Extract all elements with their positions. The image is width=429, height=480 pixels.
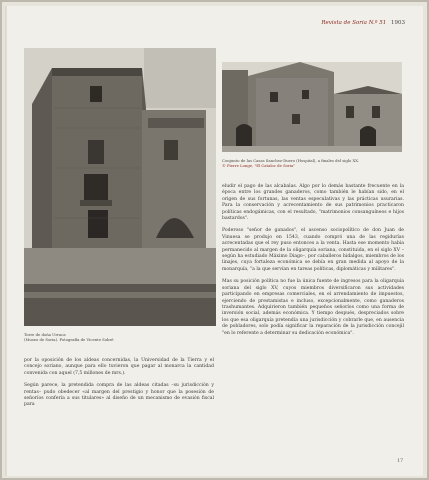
caption-right — [222, 158, 404, 168]
right-paragraph-1: eludir el pago de las alcabalas. Algo por lo demás bastante frecuente en la época entre los grandes ganaderos, como también le habían sido, en el origen de sus fortunas, las ventas especulativas y las prácticas usurarias. Para la conservación y acrecentamiento de sus patrimonios practicaron políticas endogámicas, con el resultado, "matrimonios consanguíneos e hijos bastardos". — [222, 184, 404, 222]
right-paragraph-2: Poderoso "señor de ganados", el ascenso sociopolítico de don Juan de Vinuesa se produjo en 1543, cuando compró una de las regidurías acrecentadas que el rey puso entonces a la venta. Hasta ese momento había permanecido al margen de la oligarquía soriana, constituida, en el siglo XV –según ha estudiado Máximo Diago–, por caballeros hidalgos, miembros de los linajes, cuya fortaleza económica se debía en gran medida al apoyo de la monarquía, "a la que servían en tareas políticas, diplomáticas y militares". — [222, 228, 404, 272]
photo-building — [222, 62, 402, 152]
photo-tower — [24, 48, 216, 326]
tower-illustration — [24, 48, 216, 326]
right-paragraph-3: Mas su posición política no fue la única fuente de ingresos para la oligarquía soriana del siglo XV, cuyos miembros diversificaron sus actividades participando en empresas comerciales, en el arrendamiento de impuestos, ejerciendo de prestamistas e incluso, excepcionalmente, como ganaderos trashumantes. Adquirieron también pequeños señoríos como una forma de inversión social, además económica. Y tiempo después, despreciados sobre los que esa oligarquía pretendía una jurisdicción y cobrarle que, en ausencia de pobladores, solo podía significar la reparación de la jurisdicción concejil "en lo referente a determinar su dedicación económica". — [222, 279, 404, 336]
left-paragraph-1: por la oposición de los aldeas concernidas, la Universidad de la Tierra y el concejo soriano, aunque para ello tuvieron que pagar al monarca la cantidad convenida con aquel (7,5 millones de mrs.). — [24, 358, 214, 376]
caption-left-title: Torre de doña Urraca — [24, 332, 66, 337]
caption-left-credit: (Museo de Soria). Fotografía de Vicente Sobré — [24, 337, 114, 343]
caption-left — [24, 332, 214, 342]
caption-right-title: Conjunto de las Casas Sanchez-Duero (Hospital), a finales del siglo XX. — [222, 158, 360, 163]
left-column — [24, 358, 214, 415]
running-title: Revista de Soria N.º 51 — [321, 20, 387, 26]
left-paragraph-2: Según parece, la pretendida compra de las aldeas citadas –su jurisdicción y rentas– pudo obedecer «al margen del prestigio y honor que la posesión de señoríos confería a sus titulares» al diseño de un mecanismo de evasión fiscal para — [24, 383, 214, 408]
page-marker: 1903 — [391, 20, 405, 26]
right-column — [222, 184, 404, 343]
caption-right-credit: © Pierre Longe, "El Cataloc de Soria" — [222, 163, 295, 169]
page-number: 17 — [397, 459, 403, 464]
running-header — [321, 20, 405, 26]
building-illustration — [222, 62, 402, 152]
